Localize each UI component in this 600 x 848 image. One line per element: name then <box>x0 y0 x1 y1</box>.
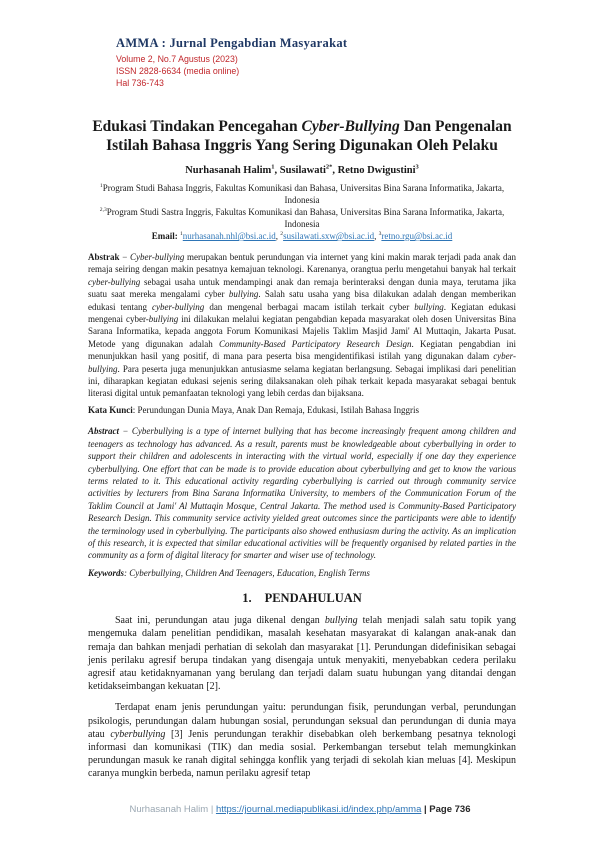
text-segment: merupakan bentuk perundungan via internet yang kini makin marak terjadi pada anak dan remaja seiring dengan makin pesatnya kemajuan teknologi. Karenanya, orangtua perlu mengetahui banyak hal terkait <box>88 252 517 275</box>
text-segment: , <box>275 231 281 241</box>
journal-header <box>116 36 516 89</box>
affiliation-line-2 <box>88 206 516 230</box>
text-segment: − Cyberbullying is a type of internet bullying that has become increasingly frequent among children and teenagers as technology has advanced. As a result, parents must be knowledgeable about cyberbullying in order to support their children and adolescents in interacting with the virtual world, especially if one day they experience cyberbullying. One effort that can be made is to provide education about cyberbullying and get to know the various terms related to it. This educational activity regarding cyberbullying is carried out through community service activities by lecturers from Bina Sarana Informatika University, to members of the Communication Forum of the Taklim Council at Jami' Al Muttaqin Mosque, Central Jakarta. The method used is Community-Based Participatory Research Design. This community service activity yielded great outcomes since the participants were able to identify the terminology used in cyberbullying. The participants also showed enthusiasm during the activity. As an implication of this research, it is expected that similar educational activities will be frequently organised by related parties in the community as a form of digital literacy for smarter and wiser use of technology. <box>88 426 516 561</box>
text-segment: 2* <box>325 163 333 171</box>
text-segment: : Cyberbullying, Children And Teenagers, Education, English Terms <box>124 567 370 578</box>
text-segment: Abstrak <box>88 252 120 262</box>
text-segment: . Para peserta juga menunjukkan antusiasme selama kegiatan berlangsung. Sebagai implikasi dari penelitian ini, diharapkan kegiatan edukasi sejenis sering dilaksanakan oleh pihak terkait kepada masyarakat sebagai bentuk literasi digital untuk pemanfaatan teknologi yang lebih cerdas dan bijaksana. <box>88 363 516 399</box>
text-segment: bullying <box>148 314 179 325</box>
text-segment: Email: <box>151 231 180 241</box>
text-segment: . Salah satu usaha yang bisa dilakukan adalah dengan memberikan edukasi tentang <box>88 289 516 312</box>
text-segment: 1 <box>179 231 183 237</box>
journal-name: AMMA : Jurnal Pengabdian Masyarakat <box>116 36 348 50</box>
section-heading-pendahuluan <box>88 591 516 606</box>
email-link-3[interactable]: retno.rgu@bsi.ac.id <box>381 231 453 241</box>
text-segment: , Retno Dwigustini <box>332 165 416 176</box>
affiliation-line-1 <box>88 182 516 206</box>
text-segment: bullying <box>414 301 444 312</box>
text-segment: cyberbullying <box>110 728 166 740</box>
keywords-english <box>88 567 516 579</box>
text-segment: , Susilawati <box>274 165 326 176</box>
text-segment: bullying <box>228 289 259 300</box>
abstract-english <box>88 425 516 561</box>
authors-line <box>88 165 516 176</box>
text-segment: 1 <box>271 163 275 171</box>
text-segment: 2,3 <box>99 207 107 213</box>
text-segment: Program Studi Sastra Inggris, Fakultas Komunikasi dan Bahasa, Universitas Bina Sarana Informatika, Jakarta, Indonesia <box>106 207 505 229</box>
text-segment: cyber-bullying <box>152 301 205 312</box>
text-segment: Cyber-Bullying <box>301 118 400 135</box>
text-segment: ini dilakukan melalui kegiatan pengabdian kepada masyarakat oleh dosen Universitas Bina Sarana Informatika, kepada anggota Forum Komunikasi Majelis Taklim Masjid Jami' Al Muttaqin, Jakarta Pusat. Metode yang digunakan adalah <box>88 314 516 349</box>
text-segment: 2 <box>280 231 284 237</box>
text-segment: . Kegiatan edukasi mengenai cyber- <box>88 301 516 325</box>
text-segment: : Perundungan Dunia Maya, Anak Dan Remaja, Edukasi, Istilah Bahasa Inggris <box>132 404 419 415</box>
text-segment: − <box>119 252 131 262</box>
text-segment: Nurhasanah Halim <box>185 165 272 176</box>
email-link-2[interactable]: susilawati.sxw@bsi.ac.id <box>283 231 375 241</box>
text-segment: sebagai usaha untuk mendampingi anak dan remaja berinteraksi dengan dunia maya, terutama jika suatu saat mereka mengalami cyber <box>88 276 516 300</box>
text-segment: Keywords <box>88 567 124 578</box>
footer-page-number: | Page 736 <box>421 804 471 815</box>
text-segment: Saat ini, perundungan atau juga dikenal dengan <box>115 615 325 627</box>
journal-pages-line: Hal 736-743 <box>116 78 164 88</box>
footer-author-name: Nurhasanah Halim | <box>129 804 216 815</box>
journal-issn-line: ISSN 2828-6634 (media online) <box>116 66 240 76</box>
email-link-1[interactable]: nurhasanah.nhl@bsi.ac.id <box>182 231 276 241</box>
text-segment: 3 <box>415 163 419 171</box>
journal-volume-line: Volume 2, No.7 Agustus (2023) <box>116 54 238 64</box>
body-paragraph-2 <box>88 701 516 780</box>
text-segment: Cyber-bullying <box>130 252 185 262</box>
keywords-indonesian <box>88 404 516 416</box>
text-segment: [3] Jenis perundungan terakhir disebabkan oleh berkembang pesatnya teknologi informasi dan komunikasi (TIK) dan media sosial. Perkembangan tersebut telah memungkinkan perundungan masuk ke ranah digital sehingga konflik yang terjadi di sekolah kian meluas [4]. Meskipun caranya mungkin berbeda, namun perilaku agresif tetap <box>88 728 516 780</box>
text-segment: , <box>374 231 379 241</box>
text-segment: cyber-bullying <box>88 276 141 287</box>
text-segment: Program Studi Bahasa Inggris, Fakultas Komunikasi dan Bahasa, Universitas Bina Sarana Informatika, Jakarta, Indonesia <box>102 183 505 205</box>
body-paragraph-1 <box>88 614 516 693</box>
text-segment: Dan Pengenalan Istilah Bahasa Inggris Yang Sering Digunakan Oleh Pelaku <box>106 118 512 154</box>
abstract-indonesian <box>88 251 516 400</box>
text-segment: Community-Based Participatory Research Design <box>219 338 412 349</box>
page-footer <box>0 804 600 815</box>
text-segment: 1 <box>99 183 103 189</box>
text-segment: cyber-bullying <box>88 351 516 374</box>
section-number: 1. <box>242 591 252 606</box>
footer-journal-url[interactable]: https://journal.mediapublikasi.id/index.php/amma <box>215 804 422 815</box>
text-segment: dan mengenal berbagai macam istilah terkait cyber <box>204 301 415 312</box>
affiliations-block <box>88 182 516 242</box>
text-segment: Terdapat enam jenis perundungan yaitu: perundungan fisik, perundungan verbal, perundungan psikologis, perundungan dalam hubungan sosial, perundungan seksual dan perundungan di dunia maya atau <box>88 702 516 740</box>
text-segment: Abstract <box>88 426 120 437</box>
section-title: PENDAHULUAN <box>264 591 362 606</box>
text-segment: telah menjadi salah satu topik yang mengemuka dalam penelitian pendidikan, masalah kesehatan masyarakat di kalangan anak-anak dan remaja dan bahkan menjadi perhatian di sekolah dan masyarakat [1]. Perundungan didefinisikan sebagai jenis perilaku agresif berupa tindakan yang disengaja untuk menyakiti, menyebabkan cedera perilaku agresif atau ketidaknyamanan yang berulang dan terjadi dalam suatu hubungan yang ditandai dengan ketidakseimbangan kekuatan [2]. <box>88 615 517 693</box>
email-line <box>88 230 516 242</box>
article-title <box>80 117 524 155</box>
text-segment: Edukasi Tindakan Pencegahan <box>92 118 302 135</box>
text-segment: . Kegiatan pengabdian ini menunjukkan hasil yang positif, di mana para peserta bisa mengidentifikasi istilah yang digunakan dalam <box>88 338 516 362</box>
text-segment: Kata Kunci <box>88 404 133 415</box>
text-segment: bullying <box>324 615 358 627</box>
text-segment: 3 <box>378 231 382 237</box>
